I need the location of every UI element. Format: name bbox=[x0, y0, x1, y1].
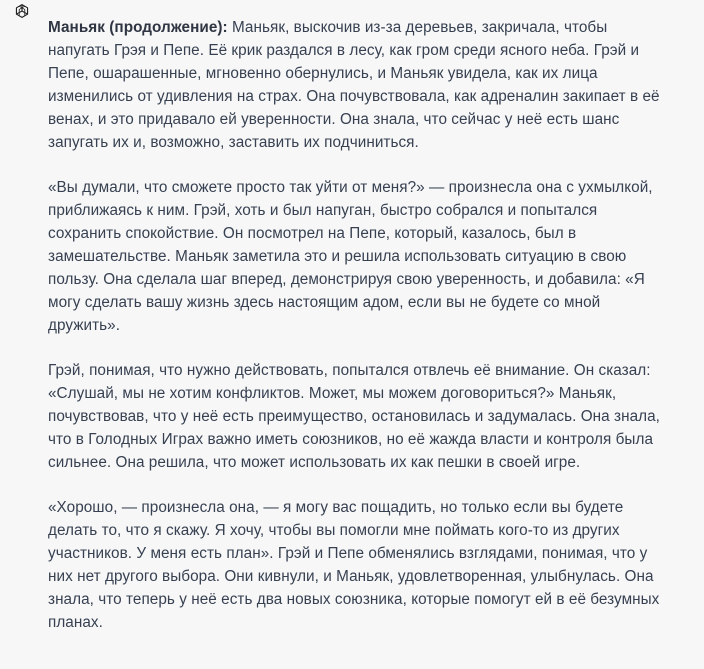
speaker-label: Маньяк (продолжение): bbox=[48, 19, 228, 36]
paragraph-1 bbox=[48, 16, 660, 154]
paragraph-text: Маньяк, выскочив из-за деревьев, закричала, чтобы напугать Грэя и Пепе. Её крик раздался в лесу, как гром среди ясного неба. Грэй и Пепе, ошарашенные, мгновенно обернулись, и Маньяк увидела, как их лица изменились от удивления на страх. Она почувствовала, как адреналин закипает в её венах, и это придавало ей уверенности. Она знала, что сейчас у неё есть шанс запугать их и, возможно, заставить их подчиниться. bbox=[48, 19, 660, 151]
paragraph-3: Грэй, понимая, что нужно действовать, попытался отвлечь её внимание. Он сказал: «Слушай, мы не хотим конфликтов. Может, мы можем договориться?» Маньяк, почувствовав, что у неё есть преимущество, остановилась и задумалась. Она знала, что в Голодных Играх важно иметь союзников, но её жажда власти и контроля была сильнее. Она решила, что может использовать их как пешки в своей игре. bbox=[48, 362, 660, 471]
paragraph-4: «Хорошо, — произнесла она, — я могу вас пощадить, но только если вы будете делать то, что я скажу. Я хочу, чтобы вы помогли мне поймать кого-то из других участников. У меня есть план». Грэй и Пепе обменялись взглядами, понимая, что у них нет другого выбора. Они кивнули, и Маньяк, удовлетворенная, улыбнулась. Она знала, что теперь у неё есть два новых союзника, которые помогут ей в её безумных планах. bbox=[48, 499, 660, 631]
paragraph-2: «Вы думали, что сможете просто так уйти от меня?» — произнесла она с ухмылкой, приближаясь к ним. Грэй, хоть и был напуган, быстро собрался и попытался сохранить спокойствие. Он посмотрел на Пепе, который, казалось, был в замешательстве. Маньяк заметила это и решила использовать ситуацию в свою пользу. Она сделала шаг вперед, демонстрируя свою уверенность, и добавила: «Я могу сделать вашу жизнь здесь настоящим адом, если вы не будете со мной дружить». bbox=[48, 179, 653, 334]
message-content bbox=[48, 16, 660, 656]
openai-logo-icon bbox=[13, 2, 31, 20]
